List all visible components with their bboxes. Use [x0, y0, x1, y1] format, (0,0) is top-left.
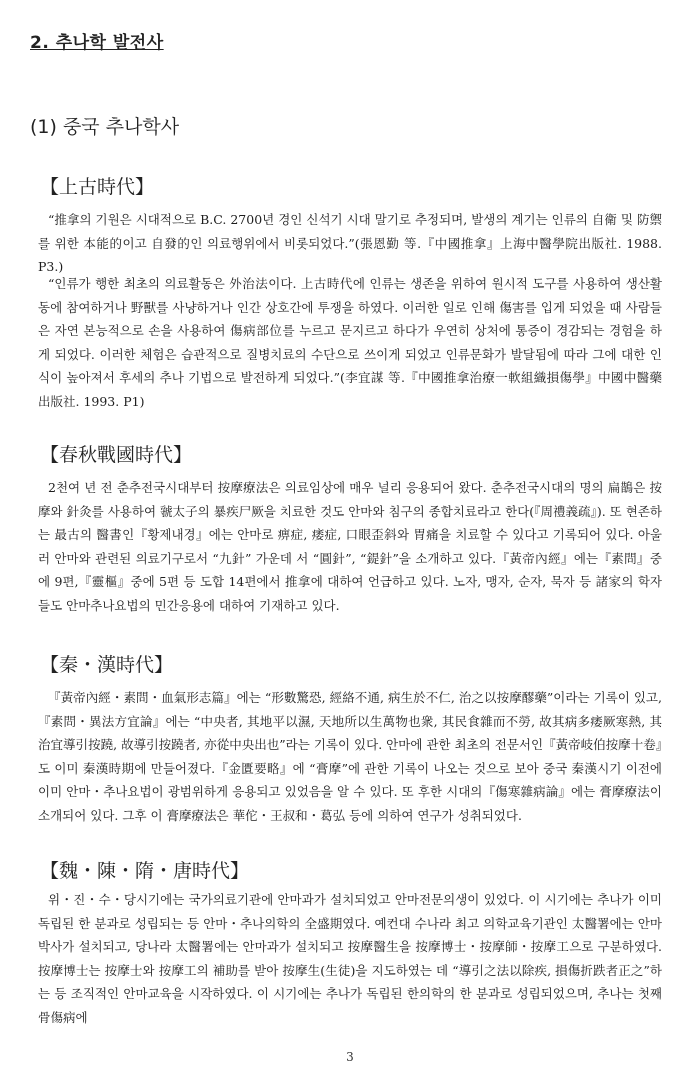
page-number: 3	[346, 1050, 354, 1064]
era-heading-ancient: 【上古時代】	[40, 176, 155, 198]
paragraph: “推拿의 기원은 시대적으로 B.C. 2700년 경인 신석기 시대 말기로 추정되며, 발생의 계기는 인류의 自衛 및 防禦를 위한 本能的이고 自發的인 의료행위에서 비롯되었다.”(張恩勤 等.『中國推拿』上海中醫學院出版社. 1988. P3.)	[38, 212, 662, 274]
paragraph: 『黃帝內經・素問・血氣形志篇』에는 “形數驚恐, 經絡不通, 病生於不仁, 治之以按摩醪藥”이라는 기록이 있고,『素問・異法方宜論』에는 “中央者, 其地平以濕, 天地所以生萬物也衆, 其民食雜而不勞, 故其病多痿厥寒熱, 其治宜導引按蹺, 故導引按蹺者, 亦從中央出也”라는 기록이 있다. 안마에 관한 최초의 전문서인『黃帝岐伯按摩十卷』도 이미 秦漢時期에 만들어졌다.『金匱要略』에 “膏摩”에 관한 기록이 나오는 것으로 보아 중국 秦漢시기 이전에 이미 안마・추나요법이 광범위하게 응용되고 있었음을 알 수 있다. 또 후한 시대의『傷寒雜病論』에는 膏摩療法이 소개되어 있다. 그후 이 膏摩療法은 華佗・王叔和・葛弘 등에 의하여 연구가 성취되었다.	[38, 690, 662, 823]
section-title: 2. 추나학 발전사	[30, 33, 164, 53]
subsection-title: (1) 중국 추나학사	[30, 116, 180, 138]
paragraph: “인류가 행한 최초의 의료활동은 外治法이다. 上古時代에 인류는 생존을 위하여 원시적 도구를 사용하여 생산활동에 참여하거나 野獸를 사냥하거나 인간 상호간에 투쟁을 하였다. 이러한 일로 인해 傷害를 입게 되었을 때 사람들은 자연 본능적으로 손을 사용하여 傷病部位를 누르고 문지르고 하다가 우연히 상처에 통증이 경감되는 경험을 하게 되었다. 이러한 체험은 습관적으로 질병치료의 수단으로 쓰이게 되었고 인류문화가 발달됨에 따라 그에 대한 인식이 높아져서 후세의 추나 기법으로 발전하게 되었다.”(李宜謀 等.『中國推拿治療一軟組織損傷學』中國中醫藥出版社. 1993. P1)	[38, 276, 662, 409]
paragraph: 2천여 년 전 춘추전국시대부터 按摩療法은 의료임상에 매우 널리 응용되어 왔다. 춘추전국시대의 명의 扁鵲은 按摩와 針灸를 사용하여 虢太子의 暴疾尸厥을 치료한 것도 안마와 침구의 종합치료라고 한다(『周禮義疏』). 또 현존하는 最古의 醫書인『황제내경』에는 안마로 痹症, 痿症, 口眼歪斜와 胃痛을 치료할 수 있다고 기록되어 있다. 아울러 안마와 관련된 의료기구로서 “九針” 가운데 서 “圓針”, “鍉針”을 소개하고 있다.『黃帝內經』에는『素問』중에 9편,『靈樞』중에 5편 등 도합 14편에서 推拿에 대하여 언급하고 있다. 노자, 맹자, 순자, 묵자 등 諸家의 학자들도 안마추나요법의 민간응용에 대하여 기재하고 있다.	[38, 480, 662, 613]
era-heading-wei-tang: 【魏・陳・隋・唐時代】	[40, 860, 250, 882]
paragraph: 위・진・수・당시기에는 국가의료기관에 안마과가 설치되었고 안마전문의생이 있었다. 이 시기에는 추나가 이미 독립된 한 분과로 성립되는 등 안마・추나의학의 全盛期였다. 예컨대 수나라 최고 의학교육기관인 太醫署에는 안마박사가 설치되고, 당나라 太醫署에는 안마과가 설치되고 按摩醫生을 按摩博士・按摩師・按摩工으로 구분하였다. 按摩博士는 按摩士와 按摩工의 補助를 받아 按摩生(生徒)을 지도하였는 데 “導引之法以除疾, 損傷折跌者正之”하는 등 조직적인 안마교육을 시작하였다. 이 시기에는 추나가 독립된 한의학의 한 분과로 성립되었으며, 추나는 첫째 骨傷病에	[38, 892, 662, 1025]
era-heading-qin-han: 【秦・漢時代】	[40, 654, 174, 676]
era-heading-warring-states: 【春秋戰國時代】	[40, 444, 193, 466]
